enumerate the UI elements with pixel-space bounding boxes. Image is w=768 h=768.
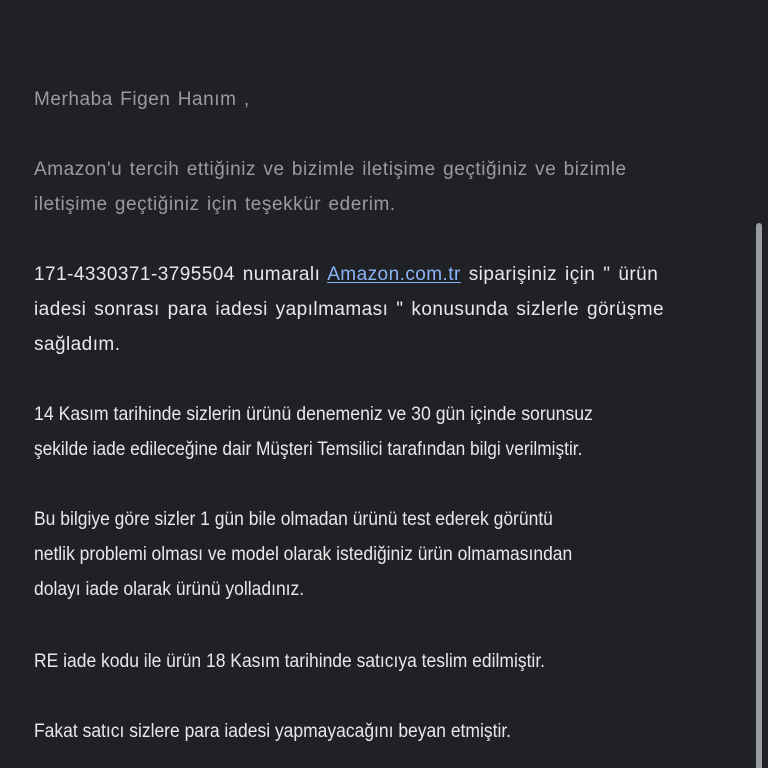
paragraph-2-line-2: iadesi sonrası para iadesi yapılmaması " konusunda sizlerle görüşme — [34, 299, 665, 320]
greeting-text: Merhaba Figen Hanım , — [34, 89, 250, 110]
scrollbar-thumb[interactable] — [756, 223, 762, 768]
paragraph-3-line-1: 14 Kasım tarihinde sizlerin ürünü denemeniz ve 30 gün içinde sorunsuz — [34, 404, 593, 425]
paragraph-2-line-3: sağladım. — [34, 334, 121, 355]
order-number-text: 171-4330371-3795504 numaralı — [34, 264, 328, 285]
amazon-link[interactable]: Amazon.com.tr — [327, 264, 461, 285]
paragraph-1-line-2: iletişime geçtiğiniz için teşekkür ederim. — [34, 194, 396, 215]
paragraph-4-line-1: Bu bilgiye göre sizler 1 gün bile olmadan ürünü test ederek görüntü — [34, 509, 553, 530]
paragraph-2-line-1 — [34, 263, 658, 287]
paragraph-4-line-3: dolayı iade olarak ürünü yolladınız. — [34, 579, 305, 600]
paragraph-6-line-1: Fakat satıcı sizlere para iadesi yapmayacağını beyan etmiştir. — [34, 721, 512, 742]
paragraph-3-line-2: şekilde iade edileceğine dair Müşteri Temsilici tarafından bilgi verilmiştir. — [34, 439, 583, 460]
paragraph-5-line-1: RE iade kodu ile ürün 18 Kasım tarihinde satıcıya teslim edilmiştir. — [34, 651, 546, 672]
paragraph-4-line-2: netlik problemi olması ve model olarak istediğiniz ürün olmamasından — [34, 544, 573, 565]
order-text-suffix: siparişiniz için " ürün — [460, 264, 659, 285]
paragraph-1-line-1: Amazon'u tercih ettiğiniz ve bizimle iletişime geçtiğiniz ve bizimle — [34, 159, 627, 180]
